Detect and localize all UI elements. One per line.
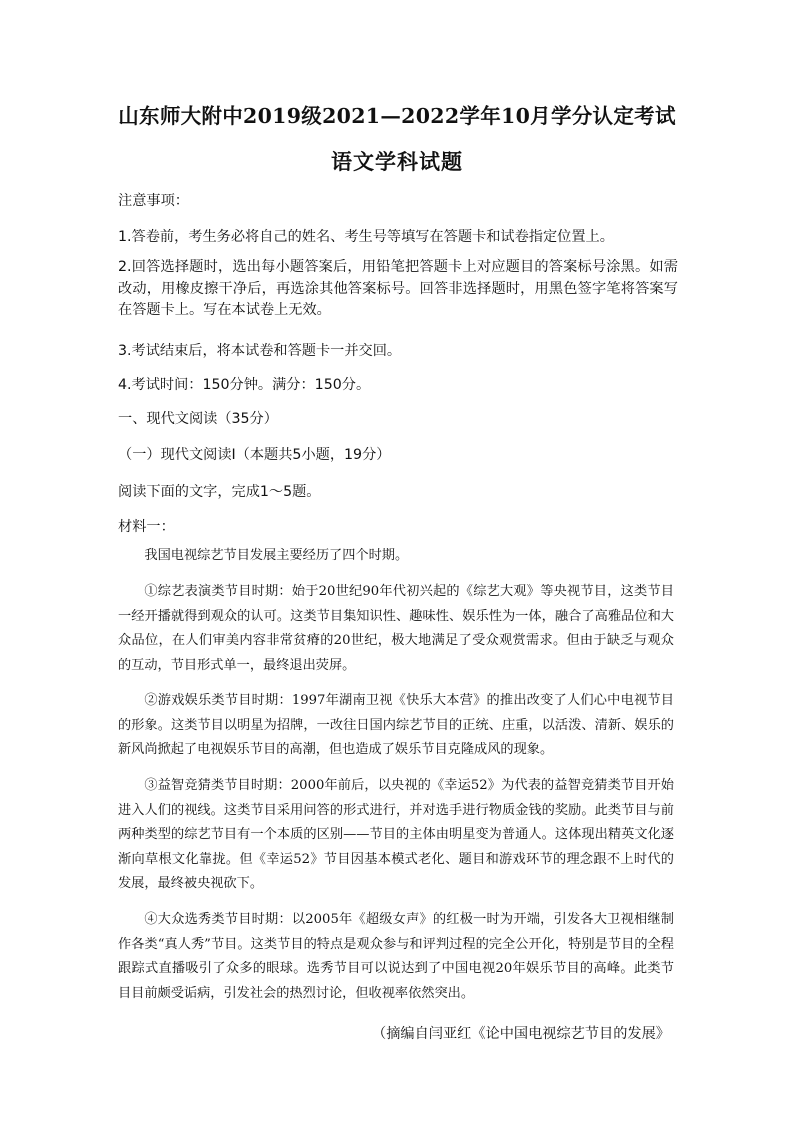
notice-item-2: 2.回答选择题时，选出每小题答案后，用铅笔把答题卡上对应题目的答案标号涂黑。如需改动，用橡皮擦干净后，再选涂其他答案标号。回答非选择题时，用黑色签字笔将答案写在答题卡上。写在本试卷上无效。 xyxy=(118,259,678,318)
notice-item-1: 1.答卷前，考生务必将自己的姓名、考生号等填写在答题卡和试卷指定位置上。 xyxy=(118,229,614,245)
material-source: （摘编自闫亚红《论中国电视综艺节目的发展》 xyxy=(372,1026,670,1042)
material-paragraph-2: ②游戏娱乐类节目时期：1997年湖南卫视《快乐大本营》的推出改变了人们心中电视节目的形象。这类节目以明星为招牌，一改往日国内综艺节目的正统、庄重，以活泼、清新、娱乐的新风尚掀起了电视娱乐节目的高潮，但也造成了娱乐节目克隆成风的现象。 xyxy=(118,693,674,758)
section-instruction: 阅读下面的文字，完成1～5题。 xyxy=(118,484,321,500)
material-label: 材料一： xyxy=(118,519,175,535)
exam-subtitle: 语文学科试题 xyxy=(331,149,463,174)
section-subheading: （一）现代文阅读Ⅰ（本题共5小题，19分） xyxy=(118,447,391,463)
exam-title: 山东师大附中2019级2021—2022学年10月学分认定考试 xyxy=(118,104,676,128)
notice-item-3: 3.考试结束后，将本试卷和答题卡一并交回。 xyxy=(118,343,402,359)
material-paragraph-4: ④大众选秀类节目时期：以2005年《超级女声》的红极一时为开端，引发各大卫视相继制作各类“真人秀”节目。这类节目的特点是观众参与和评判过程的完全公开化，特别是节目的全程跟踪式直播吸引了众多的眼球。选秀节目可以说达到了中国电视20年娱乐节目的高峰。此类节目目前颇受诟病，引发社会的热烈讨论，但收视率依然突出。 xyxy=(118,912,674,1001)
section-heading: 一、现代文阅读（35分） xyxy=(118,411,278,427)
notice-heading: 注意事项： xyxy=(118,193,189,209)
material-intro: 我国电视综艺节目发展主要经历了四个时期。 xyxy=(144,548,409,563)
material-paragraph-3: ③益智竞猜类节目时期：2000年前后，以央视的《幸运52》为代表的益智竞猜类节目开始进入人们的视线。这类节目采用问答的形式进行，并对选手进行物质金钱的奖励。此类节目与前两种类型的综艺节目有一个本质的区别——节目的主体由明星变为普通人。这体现出精英文化逐渐向草根文化靠拢。但《幸运52》节目因基本模式老化、题目和游戏环节的理念跟不上时代的发展，最终被央视砍下。 xyxy=(118,778,674,892)
notice-item-4: 4.考试时间：150分钟。满分：150分。 xyxy=(118,377,371,393)
material-paragraph-1: ①综艺表演类节目时期：始于20世纪90年代初兴起的《综艺大观》等央视节目，这类节目一经开播就得到观众的认可。这类节目集知识性、趣味性、娱乐性为一体，融合了高雅品位和大众品位，在人们审美内容非常贫瘠的20世纪，极大地满足了受众观赏需求。但由于缺乏与观众的互动，节目形式单一，最终退出荧屏。 xyxy=(118,584,674,673)
